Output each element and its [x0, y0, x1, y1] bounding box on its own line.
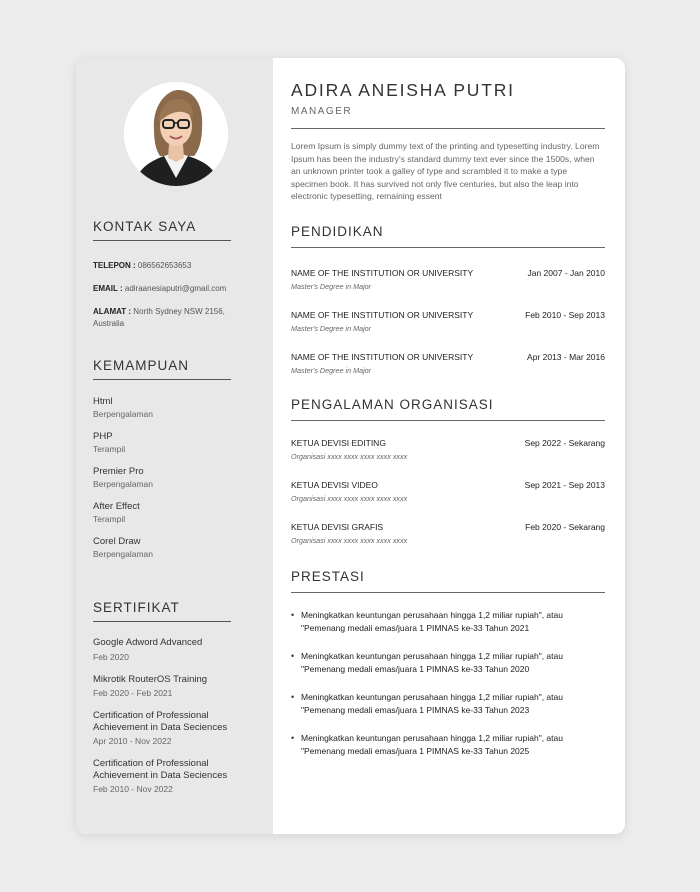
- education-entry: [291, 351, 605, 393]
- degree: Master's Degree in Major: [291, 366, 372, 375]
- achievement-line: • Meningkatkan keuntungan perusahaan hingga 1,2 miliar rupiah", atau: [301, 610, 563, 620]
- achievement-line: • Meningkatkan keuntungan perusahaan hingga 1,2 miliar rupiah", atau: [301, 733, 563, 743]
- skill-item: [93, 500, 231, 525]
- profile-photo: [124, 82, 228, 186]
- phone-label: TELEPON :: [93, 261, 136, 270]
- avatar: [124, 82, 228, 186]
- email-label: EMAIL :: [93, 284, 123, 293]
- skills-title: KEMAMPUAN: [93, 358, 231, 380]
- achievement-line: "Pemenang medali emas/juara 1 PIMNAS ke-33 Tahun 2023: [301, 705, 530, 715]
- skill-item: [93, 395, 231, 420]
- achievement-item: [291, 650, 605, 676]
- skill-name: After Effect: [93, 501, 140, 512]
- education-date: Feb 2010 - Sep 2013: [525, 310, 605, 320]
- achievement-item: [291, 732, 605, 758]
- header-divider: [291, 128, 605, 129]
- skill-item: [93, 430, 231, 455]
- certificate-item: [93, 674, 238, 700]
- institution-name: NAME OF THE INSTITUTION OR UNIVERSITY: [291, 310, 474, 320]
- certificate-name: Google Adword Advanced: [93, 637, 203, 648]
- skill-level: Berpengalaman: [93, 479, 154, 489]
- contact-email: [93, 283, 243, 295]
- education-entry: [291, 267, 605, 309]
- education-entry: [291, 309, 605, 351]
- email-value: adiraanesiaputri@gmail.com: [124, 284, 227, 293]
- skills-section: [93, 358, 231, 570]
- contact-title: KONTAK SAYA: [93, 219, 231, 241]
- achievement-line: • Meningkatkan keuntungan perusahaan hingga 1,2 miliar rupiah", atau: [301, 692, 563, 702]
- position-name: KETUA DEVISI VIDEO: [291, 480, 378, 490]
- organization-date: Feb 2020 - Sekarang: [525, 522, 605, 532]
- certificates-title: SERTIFIKAT: [93, 600, 231, 622]
- position-name: KETUA DEVISI EDITING: [291, 438, 386, 448]
- certificate-date: Apr 2010 - Nov 2022: [93, 736, 172, 746]
- certificate-date: Feb 2020 - Feb 2021: [93, 688, 173, 698]
- certificate-item: [93, 758, 238, 795]
- certificate-item: [93, 710, 238, 747]
- education-title: PENDIDIKAN: [291, 224, 605, 248]
- achievement-line: "Pemenang medali emas/juara 1 PIMNAS ke-33 Tahun 2025: [301, 746, 530, 756]
- institution-name: NAME OF THE INSTITUTION OR UNIVERSITY: [291, 352, 474, 362]
- contact-phone: [93, 260, 243, 272]
- organization-name: Organisasi xxxx xxxx xxxx xxxx xxxx: [291, 494, 408, 503]
- profile-bio: Lorem Ipsum is simply dummy text of the printing and typesetting industry. Lorem Ipsum has been the industry's standard dummy text ever since the 1500s, when an unknown printer took a galley of type and scrambled it to make a type specimen book. It has survived not only five centuries, but also the leap into electronic typesetting, remaining essent: [291, 141, 600, 201]
- sidebar: [76, 58, 273, 834]
- organization-name: Organisasi xxxx xxxx xxxx xxxx xxxx: [291, 452, 408, 461]
- skill-item: [93, 535, 231, 560]
- profile-role: MANAGER: [291, 106, 353, 117]
- achievements-title: PRESTASI: [291, 569, 605, 593]
- resume-card: [76, 58, 625, 834]
- achievement-line: "Pemenang medali emas/juara 1 PIMNAS ke-33 Tahun 2021: [301, 623, 530, 633]
- organization-entry: [291, 437, 605, 479]
- achievement-item: [291, 691, 605, 717]
- skill-level: Terampil: [93, 514, 126, 524]
- address-value: North Sydney NSW 2156, Australia: [93, 307, 225, 328]
- skill-name: Html: [93, 396, 113, 407]
- skill-level: Berpengalaman: [93, 409, 154, 419]
- organization-entry: [291, 521, 605, 563]
- degree: Master's Degree in Major: [291, 324, 372, 333]
- profile-name: ADIRA ANEISHA PUTRI: [291, 80, 515, 100]
- achievement-line: "Pemenang medali emas/juara 1 PIMNAS ke-33 Tahun 2020: [301, 664, 530, 674]
- position-name: KETUA DEVISI GRAFIS: [291, 522, 384, 532]
- organization-date: Sep 2022 - Sekarang: [524, 438, 605, 448]
- institution-name: NAME OF THE INSTITUTION OR UNIVERSITY: [291, 268, 474, 278]
- organization-date: Sep 2021 - Sep 2013: [524, 480, 605, 490]
- certificate-date: Feb 2020: [93, 651, 129, 662]
- certificate-item: [93, 637, 238, 663]
- contact-section: [93, 219, 243, 341]
- organization-name: Organisasi xxxx xxxx xxxx xxxx xxxx: [291, 536, 408, 545]
- skill-name: PHP: [93, 431, 113, 442]
- achievement-item: [291, 609, 605, 635]
- skill-level: Terampil: [93, 444, 126, 454]
- degree: Master's Degree in Major: [291, 282, 372, 291]
- skill-item: [93, 465, 231, 490]
- phone-value: 086562653653: [137, 261, 192, 270]
- education-section: [291, 224, 605, 393]
- certificate-name: Certification of Professional Achievement in Data Seciences: [93, 758, 228, 781]
- achievements-section: [291, 569, 605, 773]
- skill-name: Corel Draw: [93, 536, 141, 547]
- organization-title: PENGALAMAN ORGANISASI: [291, 397, 605, 421]
- organization-entry: [291, 479, 605, 521]
- certificate-date: Feb 2010 - Nov 2022: [93, 784, 173, 794]
- contact-address: [93, 306, 243, 330]
- certificate-name: Mikrotik RouterOS Training: [93, 673, 208, 685]
- certificates-section: [93, 600, 238, 806]
- skill-level: Berpengalaman: [93, 549, 154, 559]
- education-date: Jan 2007 - Jan 2010: [527, 268, 605, 278]
- certificate-name: Certification of Professional Achievement in Data Seciences: [93, 710, 228, 733]
- address-label: ALAMAT :: [93, 307, 132, 316]
- organization-section: [291, 397, 605, 563]
- skill-name: Premier Pro: [93, 466, 144, 477]
- achievement-line: • Meningkatkan keuntungan perusahaan hingga 1,2 miliar rupiah", atau: [301, 651, 563, 661]
- education-date: Apr 2013 - Mar 2016: [527, 352, 605, 362]
